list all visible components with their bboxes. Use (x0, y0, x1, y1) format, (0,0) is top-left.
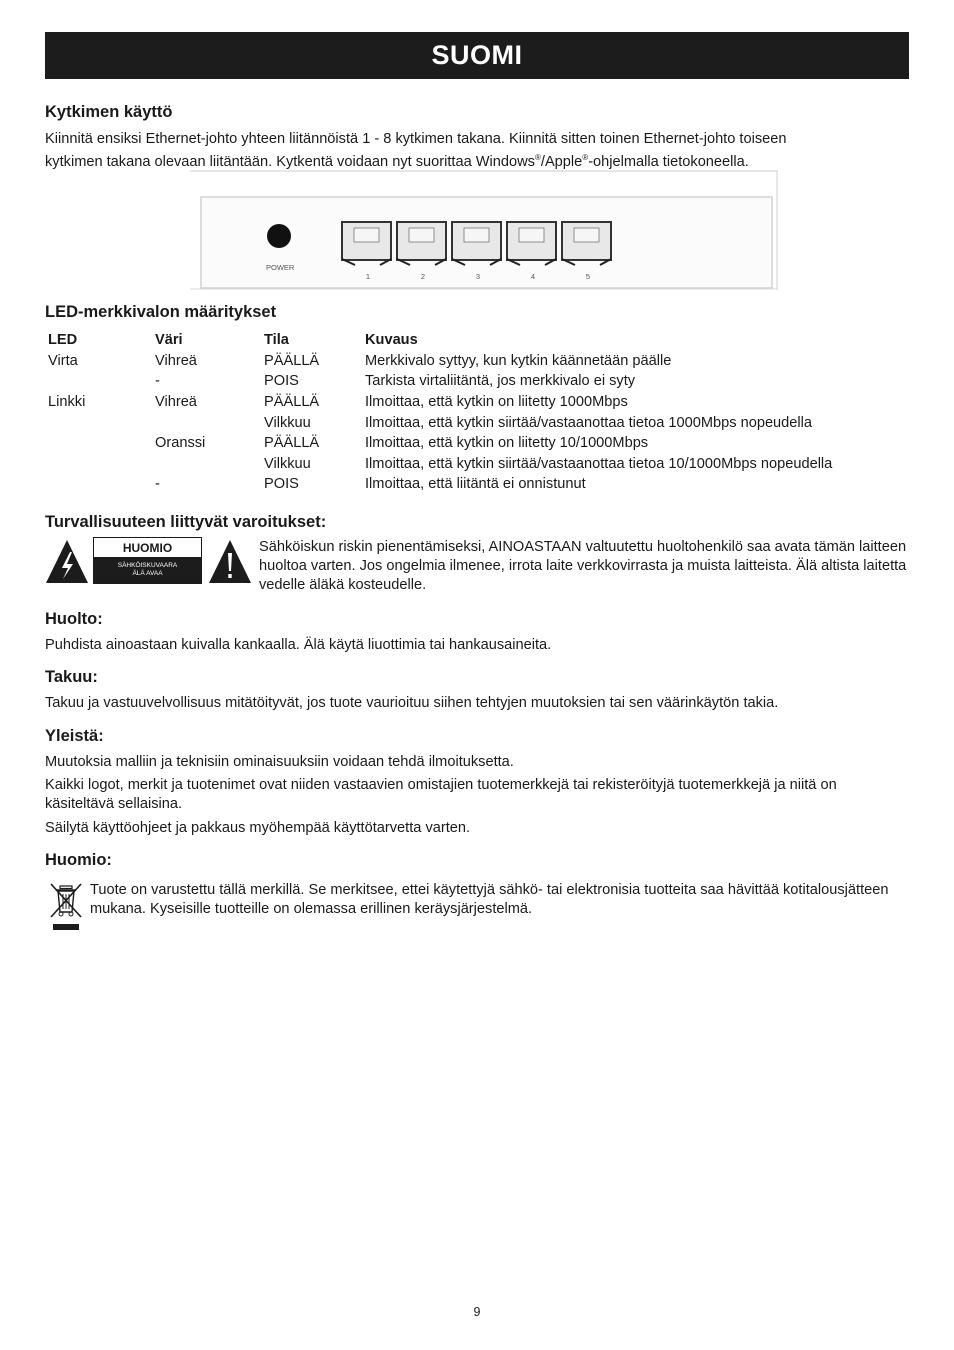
general-heading: Yleistä: (45, 727, 104, 745)
switch-use-line-1: Kiinnitä ensiksi Ethernet-johto yhteen liitännöistä 1 - 8 kytkimen takana. Kiinnitä sitten toinen Ethernet-johto toiseen (45, 131, 787, 147)
table-cell (45, 412, 152, 433)
column-header-led: LED (48, 332, 78, 349)
table-cell (45, 454, 152, 475)
table-cell: POIS (264, 373, 299, 390)
caution-label (93, 537, 202, 584)
led-section-heading: LED-merkkivalon määritykset (45, 303, 277, 321)
port-number-4: 4 (530, 272, 536, 281)
table-cell (152, 454, 261, 475)
table-row (45, 474, 925, 495)
table-cell: Ilmoittaa, että kytkin siirtää/vastaanottaa tietoa 10/1000Mbps nopeudella (365, 455, 833, 472)
table-row (45, 433, 925, 454)
table-cell: - (155, 476, 160, 493)
banner-title: SUOMI (431, 40, 523, 70)
registered-mark: ® (582, 152, 589, 162)
caution-label-subtext (94, 557, 201, 583)
column-header-color: Väri (155, 332, 183, 349)
switch-rear-panel-illustration (190, 170, 778, 290)
table-cell: Linkki (48, 394, 86, 411)
power-button-icon (267, 224, 291, 248)
table-cell (152, 412, 261, 433)
crossed-out-bin-icon (50, 882, 82, 937)
table-row (45, 371, 925, 392)
notice-text: Tuote on varustettu tällä merkillä. Se merkitsee, ettei käytettyjä sähkö- tai elektronisia tuotteita saa hävittää kotitalousjätteen mukana. Kyseisille tuotteille on olemassa erillinen keräysjärjestelmä. (90, 882, 889, 917)
ethernet-port-3-icon (452, 222, 501, 265)
switch-use-paragraph (45, 130, 905, 171)
table-cell: POIS (264, 476, 299, 493)
ethernet-port-4-icon (507, 222, 556, 265)
table-cell: Ilmoittaa, että kytkin siirtää/vastaanottaa tietoa 1000Mbps nopeudella (365, 414, 813, 431)
table-row (45, 392, 925, 413)
ethernet-port-5-icon (562, 222, 611, 265)
table-cell: Tarkista virtaliitäntä, jos merkkivalo ei syty (365, 373, 636, 390)
table-cell: Vilkkuu (264, 414, 311, 431)
table-cell: PÄÄLLÄ (264, 352, 320, 369)
electric-shock-warning-icon (45, 539, 89, 589)
switch-use-line-2c: -ohjelmalla tietokoneella. (588, 153, 749, 170)
table-cell: - (155, 373, 160, 390)
switch-use-line-2a: kytkimen takana olevaan liitäntään. Kytkentä voidaan nyt suorittaa Windows (45, 153, 535, 170)
ethernet-port-2-icon (397, 222, 446, 265)
table-cell: Vihreä (155, 352, 197, 369)
general-text-2: Kaikki logot, merkit ja tuotenimet ovat niiden vastaavien omistajien tuotemerkkejä tai rekisteröityjä tuotemerkkejä ja niitä on käsiteltävä sellaisina. (45, 777, 837, 812)
table-row (45, 412, 925, 433)
exclamation-warning-icon (208, 539, 252, 589)
switch-use-line-2b: /Apple (540, 153, 583, 170)
table-cell: Ilmoittaa, että liitäntä ei onnistunut (365, 476, 586, 493)
notice-heading: Huomio: (45, 851, 112, 869)
maintenance-text: Puhdista ainoastaan kuivalla kankaalla. Älä käytä liuottimia tai hankausaineita. (45, 637, 552, 653)
port-number-5: 5 (585, 272, 591, 281)
switch-use-heading: Kytkimen käyttö (45, 103, 173, 121)
table-row (45, 454, 925, 475)
table-cell (45, 371, 152, 392)
caution-label-title: HUOMIO (122, 540, 173, 555)
port-number-2: 2 (420, 272, 426, 281)
maintenance-heading: Huolto: (45, 610, 103, 628)
column-header-description: Kuvaus (365, 332, 418, 349)
table-cell: Virta (48, 352, 78, 369)
power-label: POWER (266, 263, 295, 272)
language-banner (45, 32, 909, 79)
table-cell: Vihreä (155, 394, 197, 411)
table-cell: Oranssi (155, 435, 206, 452)
ethernet-port-1-icon (342, 222, 391, 265)
table-cell: PÄÄLLÄ (264, 394, 320, 411)
column-header-state: Tila (264, 332, 289, 349)
table-cell: Ilmoittaa, että kytkin on liitetty 1000Mbps (365, 394, 628, 411)
port-number-1: 1 (365, 272, 371, 281)
table-cell: Merkkivalo syttyy, kun kytkin käännetään päälle (365, 352, 672, 369)
table-row (45, 351, 925, 372)
table-cell: PÄÄLLÄ (264, 435, 320, 452)
caution-label-line-2: ÄLÄ AVAA (132, 570, 163, 577)
general-text-1: Muutoksia malliin ja teknisiin ominaisuuksiin voidaan tehdä ilmoituksetta. (45, 754, 514, 770)
table-cell (45, 474, 152, 495)
caution-label-line-1: SÄHKÖISKUVAARA (117, 562, 178, 569)
page-number: 9 (473, 1305, 481, 1319)
safety-text: Sähköiskun riskin pienentämiseksi, AINOASTAAN valtuutettu huoltohenkilö saa avata tämän laitteen huoltoa varten. Jos ongelmia ilmenee, irrota laite verkkovirrasta ja muista laitteista. Älä altista laitetta vedelle äläkä kosteudelle. (259, 539, 907, 593)
registered-mark: ® (534, 152, 541, 162)
table-cell: Ilmoittaa, että kytkin on liitetty 10/1000Mbps (365, 435, 649, 452)
port-number-3: 3 (475, 272, 481, 281)
warranty-heading: Takuu: (45, 668, 98, 686)
table-cell: Vilkkuu (264, 455, 311, 472)
general-text-3: Säilytä käyttöohjeet ja pakkaus myöhempää käyttötarvetta varten. (45, 820, 471, 836)
table-cell (45, 433, 152, 454)
table-header-row (45, 330, 925, 351)
warranty-text: Takuu ja vastuuvelvollisuus mitätöityvät, jos tuote vaurioituu siihen tehtyjen muutoksien tai sen väärinkäytön takia. (45, 695, 779, 711)
led-definitions-table (45, 330, 925, 495)
safety-heading: Turvallisuuteen liittyvät varoitukset: (45, 513, 327, 531)
